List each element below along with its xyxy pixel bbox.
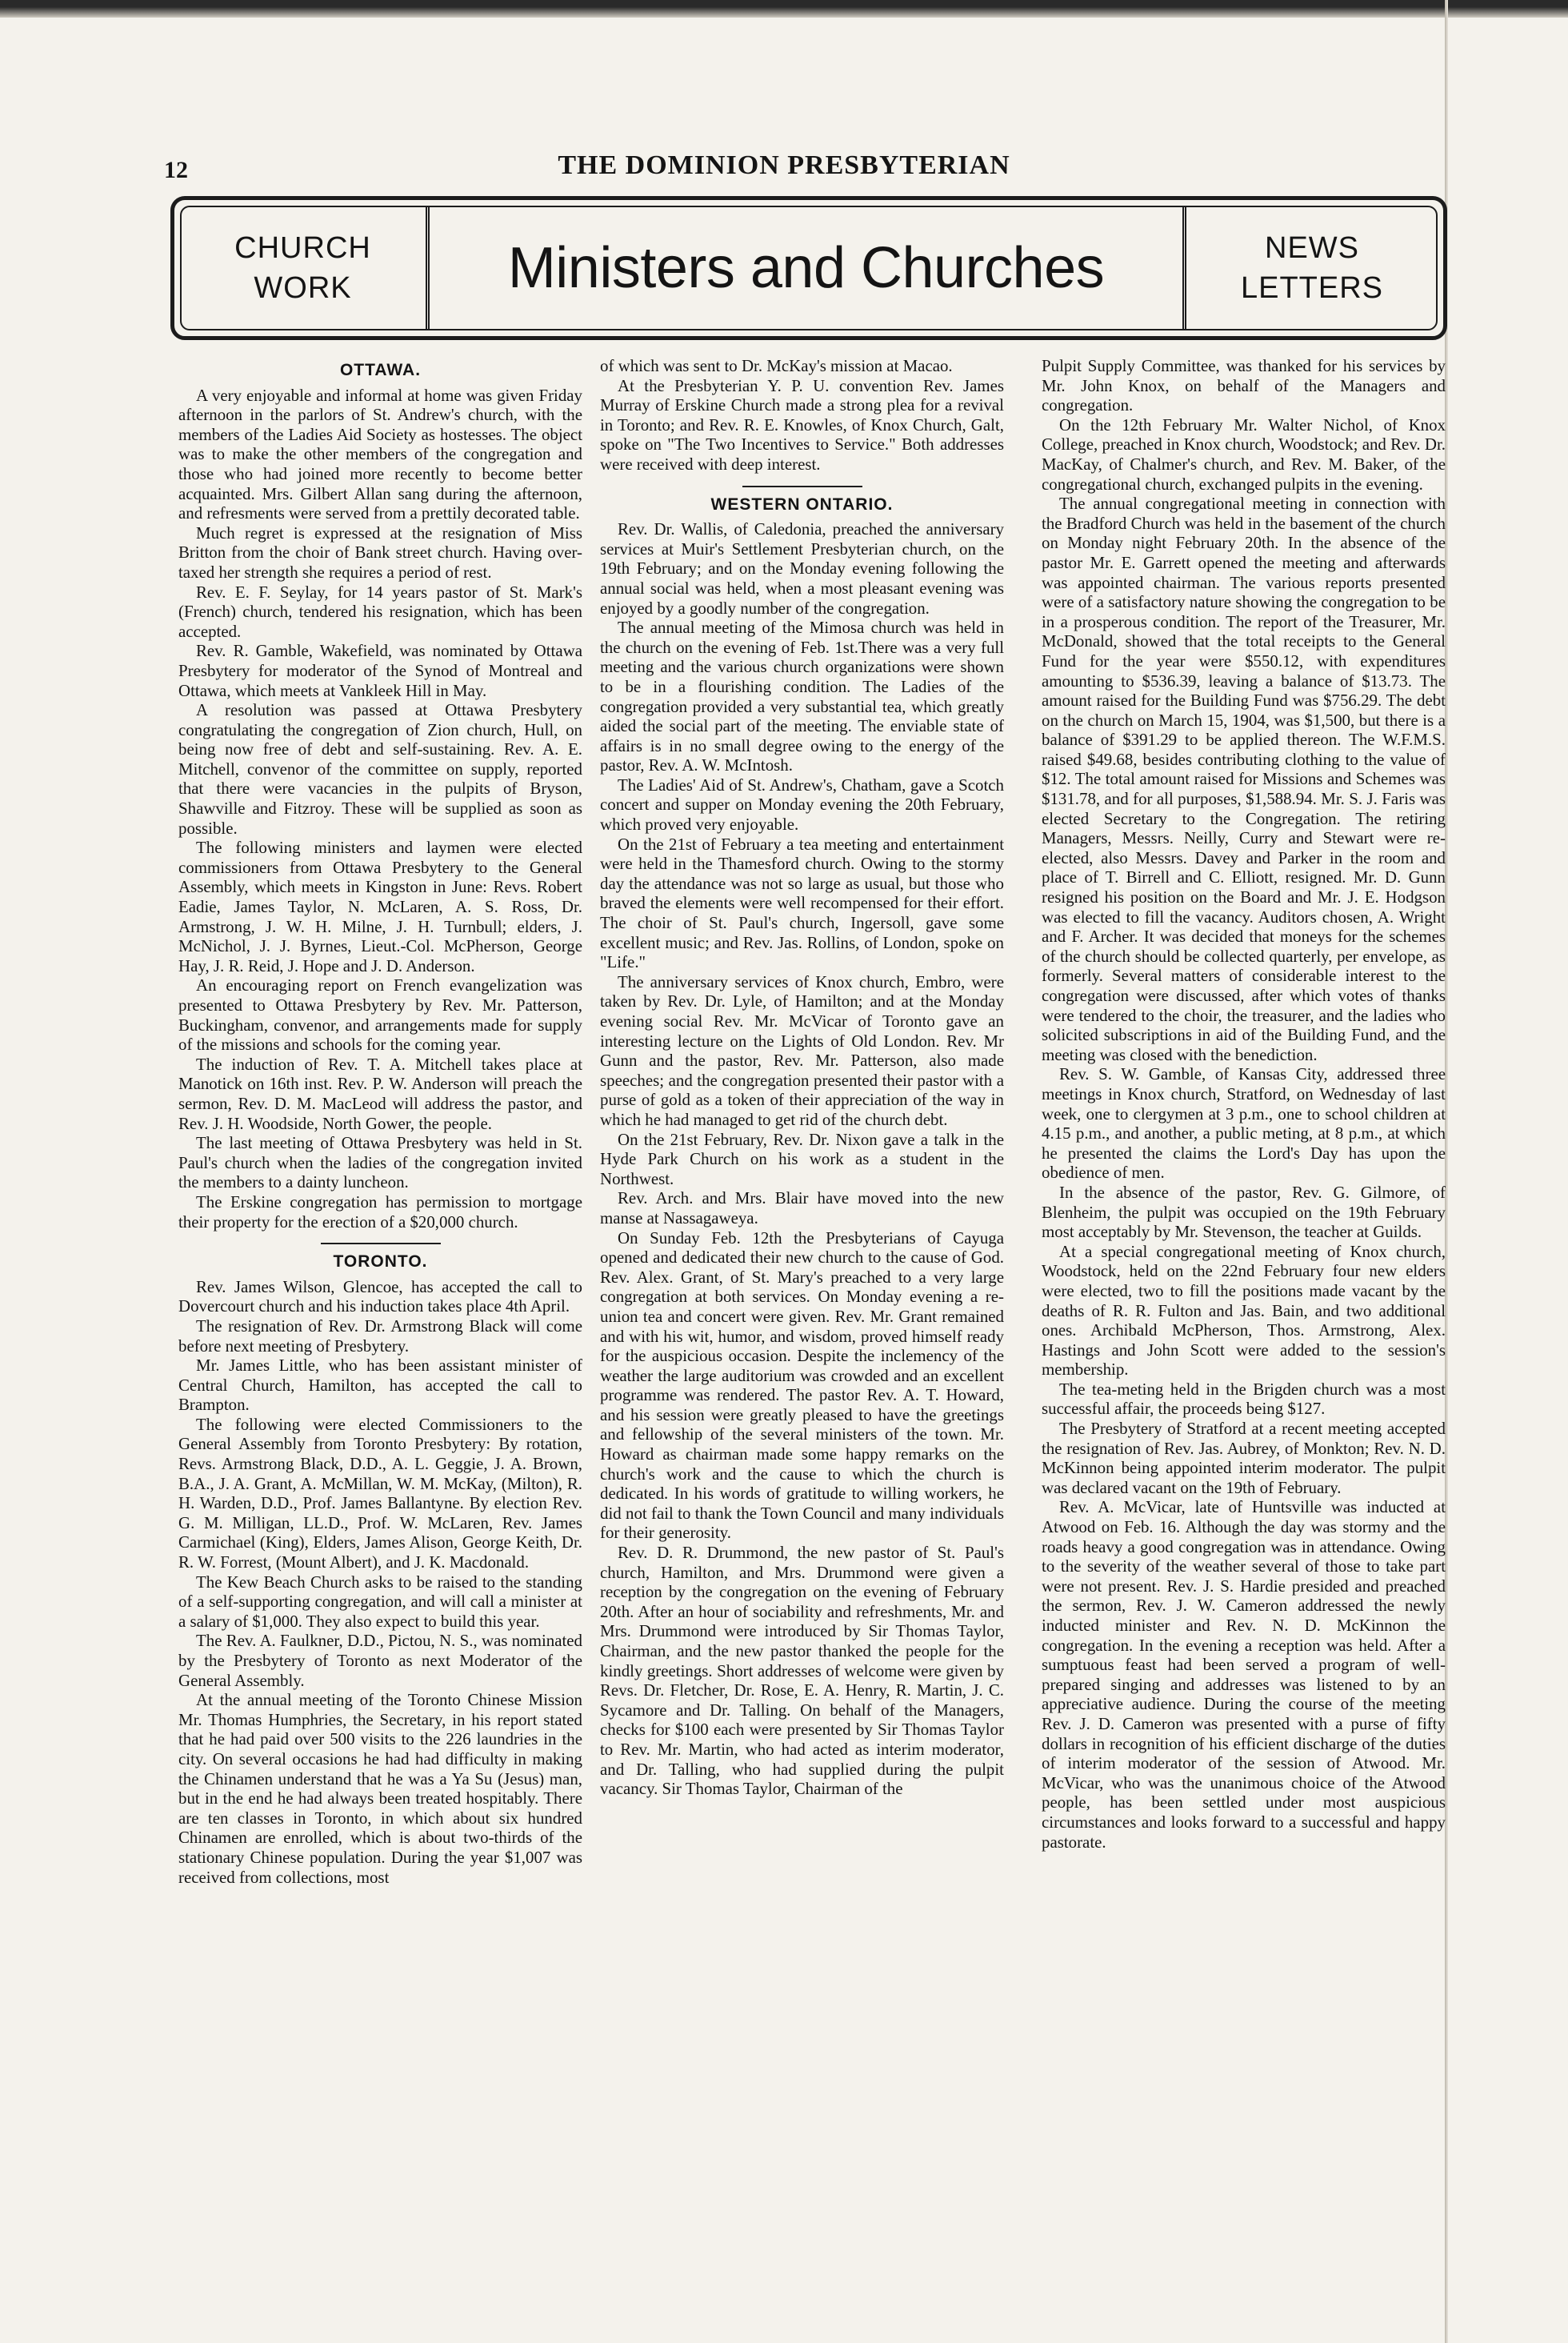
ottawa-paragraph: Rev. E. F. Seylay, for 14 years pastor of St. Mark's (French) church, tendered his resignation, which has been accepted. (178, 582, 582, 641)
news-paragraph: At a special congregational meeting of Knox church, Woodstock, held on the 22nd February four new elders were elected, two to fill the positions made vacant by the deaths of R. R. Fulton and Jas. Bain, and two additional ones. Archibald McPherson, Thos. Armstrong, Alex. Hastings and John Scott were added to the session's membership. (1042, 1241, 1446, 1380)
western-paragraph: On Sunday Feb. 12th the Presbyterians of Cayuga opened and dedicated their new church to the cause of God. Rev. Alex. Grant, of St. Mary's preached to a very large congregation at both services. On Monday evening a re-union tea and concert were given. Rev. Mr. Grant remained and with his wit, humor, and wisdom, proved himself ready for the auspicious occasion. Despite the inclemency of the weather the large auditorium was crowded and an excellent programme was rendered. The pastor Rev. A. T. Howard, and his session were greatly pleased to have the greetings and fellowship of the several ministers of the town. Mr. Howard as chairman made some happy remarks on the church's work and the cause to which the church is dedicated. In his words of gratitude to willing workers, he did not fail to thank the Town Council and many individuals for their generosity. (600, 1228, 1004, 1543)
news-paragraph: Rev. A. McVicar, late of Huntsville was inducted at Atwood on Feb. 16. Although the day was stormy and the roads heavy a good congregation was in attendance. Owing to the severity of the weather several of those to take part were not present. Rev. J. S. Hardie presided and preached the sermon, Rev. J. W. Cameron addressed the newly inducted minister and Rev. N. D. McKinnon the congregation. In the evening a reception was held. After a sumptuous feast had been served a program of well-prepared singing and addresses was listened to by an appreciative audience. During the course of the meeting Rev. J. D. Cameron was presented with a purse of fifty dollars in recognition of his efficient discharge of the duties of interim moderator of the session of Atwood. Mr. McVicar, who was the unanimous choice of the Atwood people, has been settled under most auspicious circumstances and looks forward to a successful and happy pastorate. (1042, 1497, 1446, 1852)
ottawa-paragraph: The induction of Rev. T. A. Mitchell takes place at Manotick on 16th inst. Rev. P. W. Anderson will preach the sermon, Rev. D. M. MacLeod will address the pastor, and Rev. J. H. Woodside, North Gower, the people. (178, 1054, 582, 1133)
ottawa-paragraph: Much regret is expressed at the resignation of Miss Britton from the choir of Bank street church. Having over-taxed her strength she requires a period of rest. (178, 523, 582, 582)
news-paragraph: On the 12th February Mr. Walter Nichol, of Knox College, preached in Knox church, Woodstock; and Rev. Dr. MacKay, of Chalmer's church, and Rev. M. Baker, of the congregational church, exchanged pulpits in the evening. (1042, 415, 1446, 494)
news-letters-line1: NEWS (1265, 231, 1359, 265)
western-paragraph: On the 21st February, Rev. Dr. Nixon gave a talk in the Hyde Park Church on his work as a student in the Northwest. (600, 1129, 1004, 1188)
section-divider (742, 486, 862, 487)
scan-edge (0, 0, 1568, 18)
news-letters-box (1182, 206, 1438, 330)
section-title: Ministers and Churches (507, 236, 1105, 300)
church-work-box (180, 206, 430, 330)
church-work-line2: WORK (254, 271, 352, 305)
column-1 (178, 356, 582, 1887)
ottawa-paragraph: The last meeting of Ottawa Presbytery was held in St. Paul's church when the ladies of the congregation invited the members to a dainty luncheon. (178, 1133, 582, 1192)
page-number: 12 (164, 157, 188, 183)
heading-toronto: TORONTO. (333, 1252, 428, 1272)
running-head: THE DOMINION PRESBYTERIAN (558, 150, 1010, 180)
toronto-paragraph: The Kew Beach Church asks to be raised to the standing of a self-supporting congregation, and will call a minister at a salary of $1,000. They also expect to build this year. (178, 1572, 582, 1631)
news-paragraph: The tea-meting held in the Brigden church was a most successful affair, the proceeds being $127. (1042, 1379, 1446, 1419)
church-work-line1: CHURCH (234, 231, 371, 265)
toronto-paragraph: The resignation of Rev. Dr. Armstrong Black will come before next meeting of Presbytery. (178, 1316, 582, 1356)
ottawa-paragraph: The Erskine congregation has permission to mortgage their property for the erection of a $20,000 church. (178, 1192, 582, 1232)
ottawa-paragraph: An encouraging report on French evangelization was presented to Ottawa Presbytery by Rev. Mr. Patterson, Buckingham, convenor, and arrangements made for supply of the missions and schools for the coming year. (178, 975, 582, 1055)
toronto-paragraph: The Rev. A. Faulkner, D.D., Pictou, N. S., was nominated by the Presbytery of Toronto as next Moderator of the General Assembly. (178, 1631, 582, 1690)
news-paragraph: Rev. S. W. Gamble, of Kansas City, addressed three meetings in Knox church, Stratford, on Wednesday of last week, one to clergymen at 3 p.m., one to school children at 4.15 p.m., and another, a public meting, at 8 p.m., at which he presented the claims the Lord's Day has upon the obedience of men. (1042, 1064, 1446, 1183)
section-divider (321, 1243, 441, 1244)
western-paragraph: Rev. D. R. Drummond, the new pastor of St. Paul's church, Hamilton, and Mrs. Drummond were given a reception by the congregation on the evening of February 20th. After an hour of sociability and refreshments, Mr. and Mrs. Drummond were introduced by Sir Thomas Taylor, Chairman, and the new pastor thanked the people for the kindly greetings. Short addresses of welcome were given by Revs. Dr. Fletcher, Dr. Rose, E. A. Henry, R. Martin, J. C. Sycamore and Dr. Talling. On behalf of the Managers, checks for $100 each were presented by Sir Thomas Taylor to Rev. Mr. Martin, who had acted as interim moderator, and Dr. Talling, who had supplied during the pulpit vacancy. Sir Thomas Taylor, Chairman of the (600, 1543, 1004, 1799)
heading-ottawa: OTTAWA. (339, 361, 422, 379)
toronto-paragraph: Rev. James Wilson, Glencoe, has accepted the call to Dovercourt church and his induction takes place 4th April. (178, 1276, 582, 1316)
column-3 (1042, 356, 1446, 1852)
news-letters-line2: LETTERS (1240, 271, 1384, 305)
ottawa-paragraph: The following ministers and laymen were elected commissioners from Ottawa Presbytery to the General Assembly, which meets in Kingston in June: Revs. Robert Eadie, James Taylor, N. McLaren, A. S. Ross, Dr. Armstrong, J. W. H. Milne, J. H. Turnbull; elders, J. McNichol, J. J. Byrnes, Lieut.-Col. McPherson, George Hay, J. R. Reid, J. Hope and J. D. Anderson. (178, 838, 582, 975)
western-paragraph: On the 21st of February a tea meeting and entertainment were held in the Thamesford church. Owing to the stormy day the attendance was not so large as usual, but those who braved the elements were well recompensed for their effort. The choir of St. Paul's church, Ingersoll, gave some excellent music; and Rev. Jas. Rollins, of London, spoke on "Life." (600, 834, 1004, 972)
ottawa-paragraph: Rev. R. Gamble, Wakefield, was nominated by Ottawa Presbytery for moderator of the Synod of Montreal and Ottawa, which meets at Vankleek Hill in May. (178, 641, 582, 700)
western-paragraph: The anniversary services of Knox church, Embro, were taken by Rev. Dr. Lyle, of Hamilton; and at the Monday evening social Rev. Mr. McVicar of Toronto gave an interesting lecture on the Lights of Old London. Rev. Mr Gunn and the pastor, Rev. Mr. Patterson, also made speeches; and the congregation presented their pastor with a purse of gold as a token of their appreciation of the way in which he had managed to get rid of the church debt. (600, 971, 1004, 1129)
western-paragraph: The Ladies' Aid of St. Andrew's, Chatham, gave a Scotch concert and supper on Monday evening the 20th February, which proved very enjoyable. (600, 775, 1004, 835)
western-paragraph: The annual meeting of the Mimosa church was held in the church on the evening of Feb. 1st.There was a very full meeting and the various church organizations were shown to be in a flourishing condition. The Ladies of the congregation provided a very substantial tea, which greatly aided the social part of the meeting. The enviable state of affairs is in no small degree owing to the energy of the pastor, Rev. A. W. McIntosh. (600, 618, 1004, 775)
continued-paragraph: of which was sent to Dr. McKay's mission at Macao. (600, 356, 953, 375)
section-title-box (436, 206, 1176, 330)
column-2 (600, 356, 1004, 1799)
western-paragraph: Rev. Arch. and Mrs. Blair have moved into the new manse at Nassagaweya. (600, 1188, 1004, 1228)
heading-western-ontario: WESTERN ONTARIO. (710, 495, 894, 514)
toronto-paragraph: The following were elected Commissioners to the General Assembly from Toronto Presbytery: By rotation, Revs. Armstrong Black, D.D., A. L. Geggie, J. A. Brown, B.A., J. A. Grant, A. McMillan, W. M. McKay, (Milton), R. H. Warden, D.D., Prof. James Ballantyne. By election Rev. G. M. Milligan, LL.D., Prof. W. McLaren, Rev. James Carmichael (King), Elders, James Alison, George Keith, Dr. R. W. Forrest, (Mount Albert), and J. K. Macdonald. (178, 1414, 582, 1572)
toronto-paragraph: Mr. James Little, who has been assistant minister of Central Church, Hamilton, has accepted the call to Brampton. (178, 1356, 582, 1415)
news-paragraph: In the absence of the pastor, Rev. G. Gilmore, of Blenheim, the pulpit was occupied on the 19th February most acceptably by Mr. Stevenson, the teacher at Guilds. (1042, 1182, 1446, 1242)
western-paragraph: Rev. Dr. Wallis, of Caledonia, preached the anniversary services at Muir's Settlement Presbyterian church, on the 19th February; and on the Monday evening following the annual social was held, when a most pleasant evening was enjoyed by a goodly number of the congregation. (600, 519, 1004, 618)
continued-paragraph: At the Presbyterian Y. P. U. convention Rev. James Murray of Erskine Church made a strong plea for a revival in Toronto; and Rev. R. E. Knowles, of Knox Church, Galt, spoke on "The Two Incentives to Service." Both addresses were received with deep interest. (600, 375, 1004, 474)
news-paragraph: Pulpit Supply Committee, was thanked for his services by Mr. John Knox, on behalf of the Managers and congregation. (1042, 356, 1446, 415)
news-paragraph: The annual congregational meeting in connection with the Bradford Church was held in the basement of the church on Monday night February 20th. In the absence of the pastor Mr. E. Garrett opened the meeting and afterwards was appointed chairman. The various reports presented were of a satisfactory nature showing the congregation to be in a prosperous condition. The report of the Treasurer, Mr. McDonald, showed that the total receipts to the General Fund for the year were $550.12, with expenditures amounting to $536.39, leaving a balance of $13.73. The amount raised for the Building Fund was $756.29. The debt on the church on March 15, 1904, was $1,500, but there is a balance of $391.29 to be applied thereon. The W.F.M.S. raised $49.68, besides contributing clothing to the value of $12. The total amount raised for Missions and Schemes was $131.78, and for all purposes, $1,588.94. Mr. S. J. Faris was elected Secretary to the Congregation. The retiring Managers, Messrs. Neilly, Curry and Stewart were re-elected, also Messrs. Davey and Parker in the room and place of T. Birrell and C. Elliott, resigned. Mr. D. Gunn resigned his position on the Board and Mr. J. E. Hodgson was elected to fill the vacancy. Auditors chosen, A. Wright and F. Archer. It was decided that moneys for the schemes of the church should be collected quarterly, per envelope, as formerly. Several matters of considerable interest to the congregation were discussed, after which votes of thanks were tendered to the choir, the treasurer, and the ladies who solicited subscriptions in aid of the Building Fund, and the meeting was closed with the benediction. (1042, 494, 1446, 1064)
news-paragraph: The Presbytery of Stratford at a recent meeting accepted the resignation of Rev. Jas. Aubrey, of Monkton; Rev. N. D. McKinnon being appointed interim moderator. The pulpit was declared vacant on the 19th of February. (1042, 1419, 1446, 1497)
ottawa-paragraph: A very enjoyable and informal at home was given Friday afternoon in the parlors of St. Andrew's church, with the members of the Ladies Aid Society as hostesses. The object was to make the other members of the congregation and those who had joined more recently to become better acquainted. Mrs. Gilbert Allan sang during the afternoon, and refresments were served from a prettily decorated table. (178, 385, 582, 523)
toronto-paragraph: At the annual meeting of the Toronto Chinese Mission Mr. Thomas Humphries, the Secretary, in his report stated that he had paid over 500 visits to the 226 laundries in the city. On several occasions he had had difficulty in making the Chinamen understand that he was a Ya Su (Jesus) man, but in the end he had always been treated hospitably. There are ten classes in Toronto, in which about six hundred Chinamen are enrolled, which is about two-thirds of the stationary Chinese population. During the year $1,007 was received from collections, most (178, 1690, 582, 1887)
ottawa-paragraph: A resolution was passed at Ottawa Presbytery congratulating the congregation of Zion church, Hull, on being now free of debt and self-sustaining. Rev. A. E. Mitchell, convenor of the committee on supply, reported that there were vacancies in the pulpits of Bryson, Shawville and Fitzroy. These will be supplied as soon as possible. (178, 700, 582, 838)
